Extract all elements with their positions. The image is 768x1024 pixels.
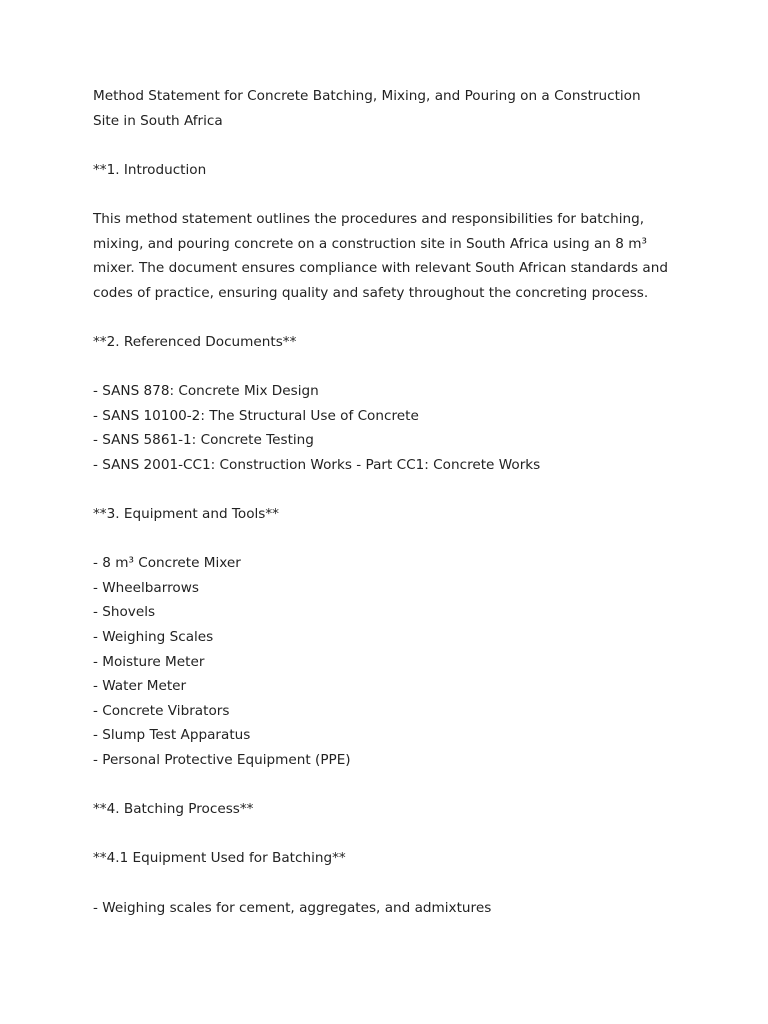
list-item: - Moisture Meter bbox=[93, 653, 205, 670]
list-item: - Wheelbarrows bbox=[93, 579, 199, 596]
equipment-list bbox=[93, 551, 703, 772]
spacer bbox=[93, 822, 703, 847]
paragraph-line: This method statement outlines the procedures and responsibilities for batching, bbox=[93, 210, 645, 227]
spacer bbox=[93, 355, 703, 380]
list-item: - Concrete Vibrators bbox=[93, 702, 230, 719]
paragraph-line: codes of practice, ensuring quality and safety throughout the concreting process. bbox=[93, 284, 649, 301]
list-item: - Water Meter bbox=[93, 678, 187, 695]
list-item: - Weighing Scales bbox=[93, 629, 214, 646]
list-item: - 8 m³ Concrete Mixer bbox=[93, 555, 241, 572]
title-line: Method Statement for Concrete Batching, Mixing, and Pouring on a Construction bbox=[93, 88, 641, 104]
spacer bbox=[93, 182, 703, 207]
document-page bbox=[93, 84, 703, 920]
spacer bbox=[93, 133, 703, 158]
spacer bbox=[93, 871, 703, 896]
title-line: Site in South Africa bbox=[93, 112, 223, 129]
spacer bbox=[93, 478, 703, 503]
document-title bbox=[93, 84, 703, 133]
list-item: - SANS 10100-2: The Structural Use of Concrete bbox=[93, 407, 419, 424]
list-item: - Weighing scales for cement, aggregates, and admixtures bbox=[93, 899, 492, 916]
spacer bbox=[93, 773, 703, 798]
spacer bbox=[93, 305, 703, 330]
introduction-paragraph bbox=[93, 207, 703, 305]
spacer bbox=[93, 527, 703, 552]
section-heading-introduction: **1. Introduction bbox=[93, 161, 207, 178]
batching-equipment-list bbox=[93, 896, 703, 921]
section-heading-referenced-documents: **2. Referenced Documents** bbox=[93, 333, 297, 350]
paragraph-line: mixing, and pouring concrete on a construction site in South Africa using an 8 m³ bbox=[93, 235, 647, 252]
list-item: - Shovels bbox=[93, 604, 156, 621]
paragraph-line: mixer. The document ensures compliance with relevant South African standards and bbox=[93, 260, 668, 277]
list-item: - SANS 2001-CC1: Construction Works - Part CC1: Concrete Works bbox=[93, 456, 541, 473]
section-heading-equipment: **3. Equipment and Tools** bbox=[93, 506, 279, 523]
section-heading-batching-process: **4. Batching Process** bbox=[93, 801, 254, 818]
list-item: - Slump Test Apparatus bbox=[93, 727, 251, 744]
referenced-documents-list bbox=[93, 379, 703, 477]
subsection-heading-batching-equipment: **4.1 Equipment Used for Batching** bbox=[93, 850, 346, 867]
list-item: - SANS 878: Concrete Mix Design bbox=[93, 383, 319, 400]
list-item: - Personal Protective Equipment (PPE) bbox=[93, 752, 351, 769]
list-item: - SANS 5861-1: Concrete Testing bbox=[93, 432, 314, 449]
